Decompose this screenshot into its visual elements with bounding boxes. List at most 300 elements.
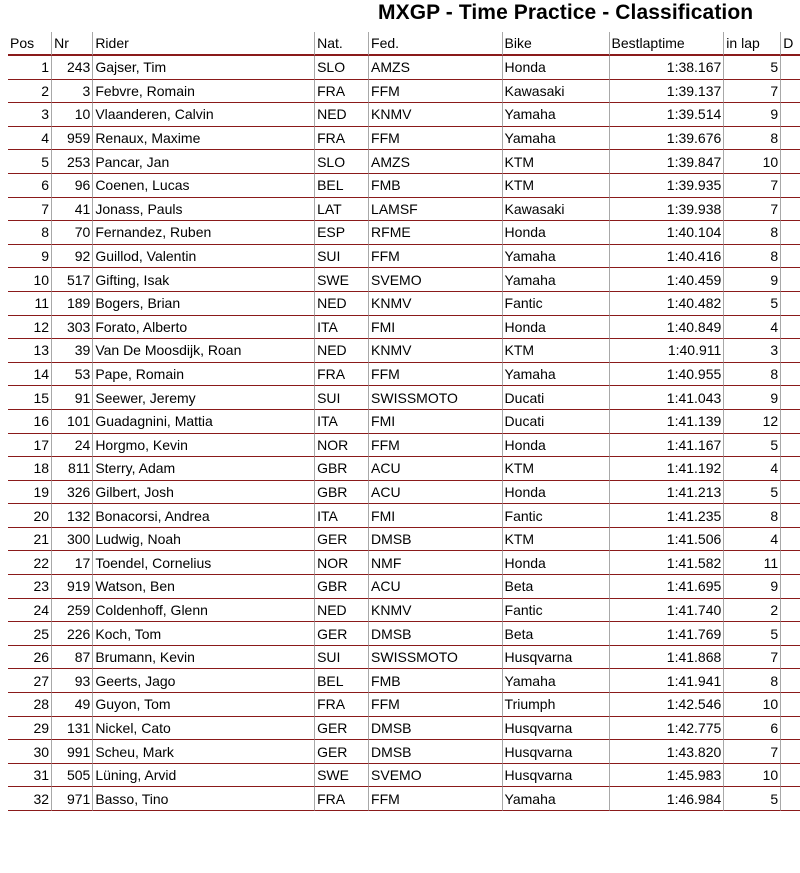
cell-fed: FFM xyxy=(368,363,502,387)
header-row xyxy=(8,32,800,56)
cell-rider: Coenen, Lucas xyxy=(92,174,314,198)
cell-extra xyxy=(780,481,800,505)
cell-rider: Koch, Tom xyxy=(92,622,314,646)
table-row xyxy=(8,292,800,316)
cell-fed: AMZS xyxy=(368,56,502,80)
cell-nr: 41 xyxy=(51,198,92,222)
cell-pos: 21 xyxy=(8,528,51,552)
cell-bike: Ducati xyxy=(502,386,609,410)
cell-extra xyxy=(780,457,800,481)
cell-bestlaptime: 1:41.235 xyxy=(609,504,724,528)
cell-rider: Guyon, Tom xyxy=(92,693,314,717)
cell-bike: Beta xyxy=(502,575,609,599)
cell-nat: BEL xyxy=(314,669,368,693)
classification-table xyxy=(8,32,800,811)
cell-bestlaptime: 1:43.820 xyxy=(609,740,724,764)
cell-nr: 189 xyxy=(51,292,92,316)
header-pos: Pos xyxy=(8,32,51,56)
cell-pos: 17 xyxy=(8,434,51,458)
cell-pos: 27 xyxy=(8,669,51,693)
cell-nr: 93 xyxy=(51,669,92,693)
cell-bestlaptime: 1:40.416 xyxy=(609,245,724,269)
cell-nr: 17 xyxy=(51,551,92,575)
cell-extra xyxy=(780,150,800,174)
cell-fed: ACU xyxy=(368,481,502,505)
cell-bestlaptime: 1:39.935 xyxy=(609,174,724,198)
cell-extra xyxy=(780,198,800,222)
cell-nr: 24 xyxy=(51,434,92,458)
cell-bestlaptime: 1:38.167 xyxy=(609,56,724,80)
cell-pos: 5 xyxy=(8,150,51,174)
cell-nat: FRA xyxy=(314,693,368,717)
cell-in-lap: 8 xyxy=(723,363,780,387)
cell-extra xyxy=(780,740,800,764)
cell-rider: Watson, Ben xyxy=(92,575,314,599)
cell-rider: Guadagnini, Mattia xyxy=(92,410,314,434)
cell-fed: FMI xyxy=(368,316,502,340)
cell-in-lap: 8 xyxy=(723,504,780,528)
cell-in-lap: 9 xyxy=(723,386,780,410)
table-row xyxy=(8,646,800,670)
cell-nat: SUI xyxy=(314,646,368,670)
cell-extra xyxy=(780,316,800,340)
cell-nat: ITA xyxy=(314,316,368,340)
header-fed: Fed. xyxy=(368,32,502,56)
cell-bestlaptime: 1:39.938 xyxy=(609,198,724,222)
cell-bike: KTM xyxy=(502,339,609,363)
cell-extra xyxy=(780,386,800,410)
table-row xyxy=(8,386,800,410)
cell-pos: 25 xyxy=(8,622,51,646)
cell-fed: NMF xyxy=(368,551,502,575)
cell-pos: 11 xyxy=(8,292,51,316)
cell-in-lap: 8 xyxy=(723,221,780,245)
cell-nr: 253 xyxy=(51,150,92,174)
cell-pos: 28 xyxy=(8,693,51,717)
cell-rider: Scheu, Mark xyxy=(92,740,314,764)
cell-bestlaptime: 1:39.676 xyxy=(609,127,724,151)
table-row xyxy=(8,150,800,174)
cell-bike: Honda xyxy=(502,551,609,575)
cell-pos: 20 xyxy=(8,504,51,528)
cell-nat: GBR xyxy=(314,575,368,599)
cell-rider: Gifting, Isak xyxy=(92,268,314,292)
cell-bike: Honda xyxy=(502,221,609,245)
cell-nat: ESP xyxy=(314,221,368,245)
header-bestlaptime: Bestlaptime xyxy=(609,32,724,56)
cell-in-lap: 8 xyxy=(723,245,780,269)
cell-bestlaptime: 1:41.740 xyxy=(609,599,724,623)
cell-pos: 2 xyxy=(8,80,51,104)
cell-nr: 49 xyxy=(51,693,92,717)
cell-bestlaptime: 1:40.104 xyxy=(609,221,724,245)
page-title: MXGP - Time Practice - Classification xyxy=(378,1,754,24)
cell-nat: LAT xyxy=(314,198,368,222)
cell-bestlaptime: 1:39.137 xyxy=(609,80,724,104)
cell-nat: SUI xyxy=(314,245,368,269)
table-row xyxy=(8,787,800,811)
cell-bestlaptime: 1:40.911 xyxy=(609,339,724,363)
cell-nr: 517 xyxy=(51,268,92,292)
header-bike: Bike xyxy=(502,32,609,56)
cell-pos: 31 xyxy=(8,764,51,788)
cell-fed: KNMV xyxy=(368,103,502,127)
cell-bike: Honda xyxy=(502,316,609,340)
cell-in-lap: 4 xyxy=(723,457,780,481)
cell-bike: KTM xyxy=(502,457,609,481)
cell-in-lap: 8 xyxy=(723,669,780,693)
cell-pos: 19 xyxy=(8,481,51,505)
cell-in-lap: 10 xyxy=(723,764,780,788)
table-row xyxy=(8,481,800,505)
cell-rider: Pape, Romain xyxy=(92,363,314,387)
cell-pos: 16 xyxy=(8,410,51,434)
cell-fed: SWISSMOTO xyxy=(368,386,502,410)
cell-nr: 300 xyxy=(51,528,92,552)
cell-bike: Yamaha xyxy=(502,127,609,151)
cell-bike: Fantic xyxy=(502,504,609,528)
cell-extra xyxy=(780,292,800,316)
cell-fed: FMB xyxy=(368,669,502,693)
cell-bike: Fantic xyxy=(502,292,609,316)
cell-nat: GER xyxy=(314,528,368,552)
cell-nat: NED xyxy=(314,339,368,363)
cell-in-lap: 9 xyxy=(723,103,780,127)
cell-extra xyxy=(780,622,800,646)
table-row xyxy=(8,528,800,552)
cell-nat: GER xyxy=(314,622,368,646)
cell-rider: Gilbert, Josh xyxy=(92,481,314,505)
cell-bike: Honda xyxy=(502,56,609,80)
cell-nat: SWE xyxy=(314,268,368,292)
cell-in-lap: 10 xyxy=(723,693,780,717)
table-row xyxy=(8,504,800,528)
cell-fed: FFM xyxy=(368,787,502,811)
cell-rider: Gajser, Tim xyxy=(92,56,314,80)
cell-pos: 3 xyxy=(8,103,51,127)
cell-nr: 53 xyxy=(51,363,92,387)
cell-pos: 4 xyxy=(8,127,51,151)
cell-nr: 39 xyxy=(51,339,92,363)
cell-bike: Yamaha xyxy=(502,103,609,127)
table-row xyxy=(8,551,800,575)
cell-fed: FFM xyxy=(368,434,502,458)
cell-extra xyxy=(780,787,800,811)
cell-rider: Lüning, Arvid xyxy=(92,764,314,788)
cell-in-lap: 7 xyxy=(723,198,780,222)
cell-in-lap: 4 xyxy=(723,528,780,552)
cell-fed: ACU xyxy=(368,457,502,481)
cell-rider: Brumann, Kevin xyxy=(92,646,314,670)
cell-rider: Nickel, Cato xyxy=(92,717,314,741)
cell-bestlaptime: 1:39.514 xyxy=(609,103,724,127)
cell-in-lap: 7 xyxy=(723,174,780,198)
cell-rider: Forato, Alberto xyxy=(92,316,314,340)
cell-nat: FRA xyxy=(314,127,368,151)
cell-extra xyxy=(780,669,800,693)
cell-fed: SVEMO xyxy=(368,764,502,788)
cell-fed: FFM xyxy=(368,80,502,104)
cell-extra xyxy=(780,56,800,80)
cell-nat: GER xyxy=(314,740,368,764)
cell-bestlaptime: 1:39.847 xyxy=(609,150,724,174)
cell-bike: Honda xyxy=(502,434,609,458)
cell-extra xyxy=(780,245,800,269)
cell-extra xyxy=(780,268,800,292)
cell-rider: Seewer, Jeremy xyxy=(92,386,314,410)
cell-bike: Husqvarna xyxy=(502,717,609,741)
cell-pos: 8 xyxy=(8,221,51,245)
cell-extra xyxy=(780,528,800,552)
cell-fed: KNMV xyxy=(368,599,502,623)
cell-rider: Bonacorsi, Andrea xyxy=(92,504,314,528)
cell-rider: Geerts, Jago xyxy=(92,669,314,693)
cell-nr: 70 xyxy=(51,221,92,245)
cell-fed: KNMV xyxy=(368,339,502,363)
table-row xyxy=(8,56,800,80)
cell-in-lap: 5 xyxy=(723,787,780,811)
table-row xyxy=(8,457,800,481)
table-row xyxy=(8,693,800,717)
table-row xyxy=(8,316,800,340)
cell-nat: NED xyxy=(314,599,368,623)
cell-pos: 7 xyxy=(8,198,51,222)
cell-in-lap: 12 xyxy=(723,410,780,434)
cell-pos: 32 xyxy=(8,787,51,811)
cell-in-lap: 5 xyxy=(723,292,780,316)
cell-pos: 29 xyxy=(8,717,51,741)
cell-nr: 91 xyxy=(51,386,92,410)
cell-bestlaptime: 1:41.941 xyxy=(609,669,724,693)
cell-rider: Van De Moosdijk, Roan xyxy=(92,339,314,363)
cell-bike: Triumph xyxy=(502,693,609,717)
cell-bestlaptime: 1:41.769 xyxy=(609,622,724,646)
cell-in-lap: 3 xyxy=(723,339,780,363)
cell-pos: 24 xyxy=(8,599,51,623)
cell-nr: 919 xyxy=(51,575,92,599)
cell-in-lap: 7 xyxy=(723,646,780,670)
table-row xyxy=(8,268,800,292)
header-nat: Nat. xyxy=(314,32,368,56)
cell-bike: Husqvarna xyxy=(502,740,609,764)
cell-extra xyxy=(780,410,800,434)
table-row xyxy=(8,717,800,741)
cell-fed: FFM xyxy=(368,127,502,151)
cell-bike: KTM xyxy=(502,150,609,174)
cell-bestlaptime: 1:40.459 xyxy=(609,268,724,292)
cell-extra xyxy=(780,103,800,127)
cell-nat: GBR xyxy=(314,457,368,481)
cell-extra xyxy=(780,434,800,458)
cell-extra xyxy=(780,221,800,245)
cell-fed: FMI xyxy=(368,410,502,434)
cell-fed: SVEMO xyxy=(368,268,502,292)
table-body xyxy=(8,56,800,811)
cell-pos: 14 xyxy=(8,363,51,387)
cell-nr: 131 xyxy=(51,717,92,741)
cell-bestlaptime: 1:41.192 xyxy=(609,457,724,481)
cell-nr: 811 xyxy=(51,457,92,481)
cell-in-lap: 5 xyxy=(723,56,780,80)
cell-bestlaptime: 1:46.984 xyxy=(609,787,724,811)
table-row xyxy=(8,198,800,222)
table-row xyxy=(8,245,800,269)
table-row xyxy=(8,221,800,245)
cell-bike: Yamaha xyxy=(502,363,609,387)
cell-rider: Pancar, Jan xyxy=(92,150,314,174)
cell-bike: KTM xyxy=(502,174,609,198)
cell-nr: 959 xyxy=(51,127,92,151)
cell-pos: 10 xyxy=(8,268,51,292)
cell-bestlaptime: 1:40.849 xyxy=(609,316,724,340)
cell-nr: 505 xyxy=(51,764,92,788)
cell-bike: Honda xyxy=(502,481,609,505)
cell-in-lap: 6 xyxy=(723,717,780,741)
header-nr: Nr xyxy=(51,32,92,56)
table-row xyxy=(8,103,800,127)
cell-rider: Vlaanderen, Calvin xyxy=(92,103,314,127)
cell-nat: SUI xyxy=(314,386,368,410)
cell-rider: Fernandez, Ruben xyxy=(92,221,314,245)
table-row xyxy=(8,575,800,599)
cell-in-lap: 9 xyxy=(723,268,780,292)
cell-extra xyxy=(780,575,800,599)
cell-pos: 23 xyxy=(8,575,51,599)
cell-extra xyxy=(780,764,800,788)
cell-nat: FRA xyxy=(314,80,368,104)
cell-nr: 303 xyxy=(51,316,92,340)
cell-extra xyxy=(780,646,800,670)
cell-nr: 3 xyxy=(51,80,92,104)
cell-rider: Basso, Tino xyxy=(92,787,314,811)
cell-bike: Ducati xyxy=(502,410,609,434)
table-row xyxy=(8,669,800,693)
cell-bestlaptime: 1:41.139 xyxy=(609,410,724,434)
cell-bestlaptime: 1:42.775 xyxy=(609,717,724,741)
cell-bestlaptime: 1:41.695 xyxy=(609,575,724,599)
cell-pos: 30 xyxy=(8,740,51,764)
cell-nat: NOR xyxy=(314,551,368,575)
cell-nat: GBR xyxy=(314,481,368,505)
cell-bike: Yamaha xyxy=(502,787,609,811)
table-row xyxy=(8,80,800,104)
cell-nr: 87 xyxy=(51,646,92,670)
cell-pos: 1 xyxy=(8,56,51,80)
cell-rider: Ludwig, Noah xyxy=(92,528,314,552)
cell-rider: Jonass, Pauls xyxy=(92,198,314,222)
cell-in-lap: 7 xyxy=(723,80,780,104)
cell-bike: Husqvarna xyxy=(502,646,609,670)
table-row xyxy=(8,599,800,623)
table-row xyxy=(8,339,800,363)
cell-nat: NED xyxy=(314,292,368,316)
cell-nr: 243 xyxy=(51,56,92,80)
cell-nr: 259 xyxy=(51,599,92,623)
cell-fed: DMSB xyxy=(368,622,502,646)
cell-in-lap: 8 xyxy=(723,127,780,151)
cell-bestlaptime: 1:41.213 xyxy=(609,481,724,505)
cell-bike: Yamaha xyxy=(502,268,609,292)
cell-fed: DMSB xyxy=(368,528,502,552)
table-row xyxy=(8,127,800,151)
cell-extra xyxy=(780,339,800,363)
cell-fed: FMI xyxy=(368,504,502,528)
cell-bestlaptime: 1:41.043 xyxy=(609,386,724,410)
cell-bestlaptime: 1:41.868 xyxy=(609,646,724,670)
cell-bestlaptime: 1:42.546 xyxy=(609,693,724,717)
cell-fed: FFM xyxy=(368,245,502,269)
cell-fed: FMB xyxy=(368,174,502,198)
cell-nat: BEL xyxy=(314,174,368,198)
cell-in-lap: 11 xyxy=(723,551,780,575)
cell-bestlaptime: 1:40.955 xyxy=(609,363,724,387)
cell-bike: KTM xyxy=(502,528,609,552)
table-row xyxy=(8,363,800,387)
cell-extra xyxy=(780,551,800,575)
cell-nat: SLO xyxy=(314,150,368,174)
cell-pos: 12 xyxy=(8,316,51,340)
cell-fed: FFM xyxy=(368,693,502,717)
cell-rider: Renaux, Maxime xyxy=(92,127,314,151)
cell-in-lap: 2 xyxy=(723,599,780,623)
cell-nat: FRA xyxy=(314,363,368,387)
cell-pos: 15 xyxy=(8,386,51,410)
table-row xyxy=(8,764,800,788)
cell-nr: 92 xyxy=(51,245,92,269)
cell-pos: 6 xyxy=(8,174,51,198)
cell-rider: Coldenhoff, Glenn xyxy=(92,599,314,623)
cell-fed: DMSB xyxy=(368,740,502,764)
cell-nat: GER xyxy=(314,717,368,741)
cell-extra xyxy=(780,127,800,151)
cell-rider: Febvre, Romain xyxy=(92,80,314,104)
cell-fed: DMSB xyxy=(368,717,502,741)
header-in-lap: in lap xyxy=(723,32,780,56)
cell-rider: Bogers, Brian xyxy=(92,292,314,316)
cell-nat: SWE xyxy=(314,764,368,788)
cell-nr: 96 xyxy=(51,174,92,198)
cell-fed: RFME xyxy=(368,221,502,245)
cell-bike: Yamaha xyxy=(502,669,609,693)
cell-in-lap: 5 xyxy=(723,481,780,505)
cell-pos: 26 xyxy=(8,646,51,670)
cell-bike: Beta xyxy=(502,622,609,646)
cell-nr: 10 xyxy=(51,103,92,127)
cell-extra xyxy=(780,504,800,528)
cell-nat: NOR xyxy=(314,434,368,458)
cell-bike: Kawasaki xyxy=(502,80,609,104)
cell-in-lap: 7 xyxy=(723,740,780,764)
cell-bestlaptime: 1:45.983 xyxy=(609,764,724,788)
cell-rider: Horgmo, Kevin xyxy=(92,434,314,458)
cell-pos: 9 xyxy=(8,245,51,269)
cell-rider: Toendel, Cornelius xyxy=(92,551,314,575)
cell-fed: SWISSMOTO xyxy=(368,646,502,670)
table-row xyxy=(8,434,800,458)
cell-in-lap: 5 xyxy=(723,434,780,458)
cell-nat: NED xyxy=(314,103,368,127)
cell-nat: ITA xyxy=(314,504,368,528)
cell-bike: Fantic xyxy=(502,599,609,623)
cell-fed: LAMSF xyxy=(368,198,502,222)
cell-rider: Sterry, Adam xyxy=(92,457,314,481)
cell-extra xyxy=(780,693,800,717)
cell-bike: Kawasaki xyxy=(502,198,609,222)
cell-fed: KNMV xyxy=(368,292,502,316)
cell-nr: 991 xyxy=(51,740,92,764)
table-row xyxy=(8,740,800,764)
cell-in-lap: 10 xyxy=(723,150,780,174)
